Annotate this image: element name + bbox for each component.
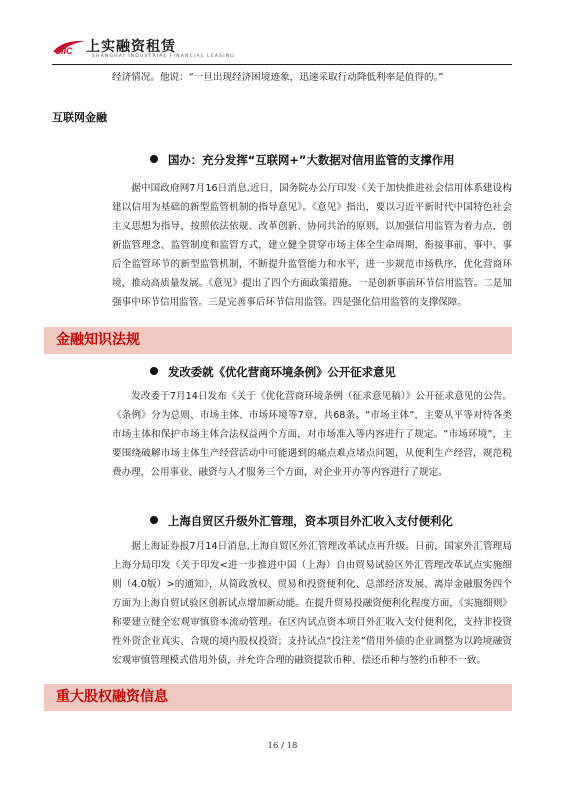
article-title-credit-supervision [150,152,455,168]
section-band-finance-law: 金融知识法规 [44,327,512,354]
article-body-credit-supervision: 据中国政府网7月16日消息,近日，国务院办公厅印发《关于加快推进社会信用体系建设构建以信用为基础的新型监管机制的指导意见》。《意见》指出，要以习近平新时代中国特色社会主义思想为指导，按照依法依规、改革创新、协同共治的原则，以加强信用监管为着力点，创新监管理念、监管制度和监管方式，建立健全贯穿市场主体全生命周期，衔接事前、事中、事后全监管环节的新型监管机制，不断提升监管能力和水平，进一步规范市场秩序，优化营商环境，推动高质量发展。《意见》提出了四个方面政策措施。一是创新事前环节信用监管。二是加强事中环节信用监管。三是完善事后环节信用监管。四是强化信用监管的支撑保障。 [112,183,512,308]
company-name: 上实融资租赁 [86,39,176,55]
article-body-business-environment: 发改委于7月14日发布《关于《优化营商环境条例（征求意见稿）》公开征求意见的公告。《条例》分为总则、市场主体、市场环境等7章，共68条。“市场主体”，主要从平等对待各类市场主体和保护市场主体合法权益两个方面，对市场准入等内容进行了规定。“市场环境”，主要围绕破解市场主体生产经营活动中可能遇到的痛点难点堵点问题，从便利生产经营，规范税费办理，公用事业、融资与人才服务三个方面，对企业开办等内容进行了规定。 [112,391,512,478]
svg-text:SIIC: SIIC [55,46,73,56]
company-name-english: SHANGHAI INDUSTRIAL FINANCIAL LEASING [92,54,235,59]
siic-logo-icon [52,38,86,56]
article-title-text: 上海自贸区升级外汇管理，资本项目外汇收入支付便利化 [168,514,453,528]
continuation-text: 经济情况。他说：“一旦出现经济困境迹象，迅速采取行动降低利率是值得的。” [112,72,444,83]
page-number: 16 / 18 [267,741,298,751]
section-band-equity-financing: 重大股权融资信息 [44,684,512,711]
page-header [0,0,565,62]
header-divider [52,64,512,65]
bullet-icon [150,155,158,163]
bullet-icon [150,516,158,524]
article-body-shanghai-ftz: 据上海证券报7月14日消息,上海自贸区外汇管理改革试点再升级。日前，国家外汇管理局上海分局印发《关于印发<进一步推进中国（上海）自由贸易试验区外汇管理改革试点实施细则（4.0版）>的通知》，从简政放权、贸易和投资便利化、总部经济发展、离岸金融服务四个方面为上海自贸试验区创新试点增加新动能。在提升贸易投融资便利化程度方面，《实施细则》称要建立健全宏观审慎资本流动管理。在区内试点资本项目外汇收入支付便利化，支持非投资性外资企业真实、合规的境内股权投资；支持试点“投注差”借用外债的企业调整为以跨境融资宏观审慎管理模式借用外债，并允许合理的融资提款币种、偿还币种与签约币种不一致。 [112,541,512,666]
bullet-icon [150,367,158,375]
article-title-text: 国办：充分发挥“互联网+”大数据对信用监管的支撑作用 [168,153,455,167]
article-title-text: 发改委就《优化营商环境条例》公开征求意见 [168,365,396,379]
section-heading-internet-finance: 互联网金融 [52,111,107,124]
article-title-business-environment [150,364,396,380]
article-title-shanghai-ftz [150,513,453,529]
